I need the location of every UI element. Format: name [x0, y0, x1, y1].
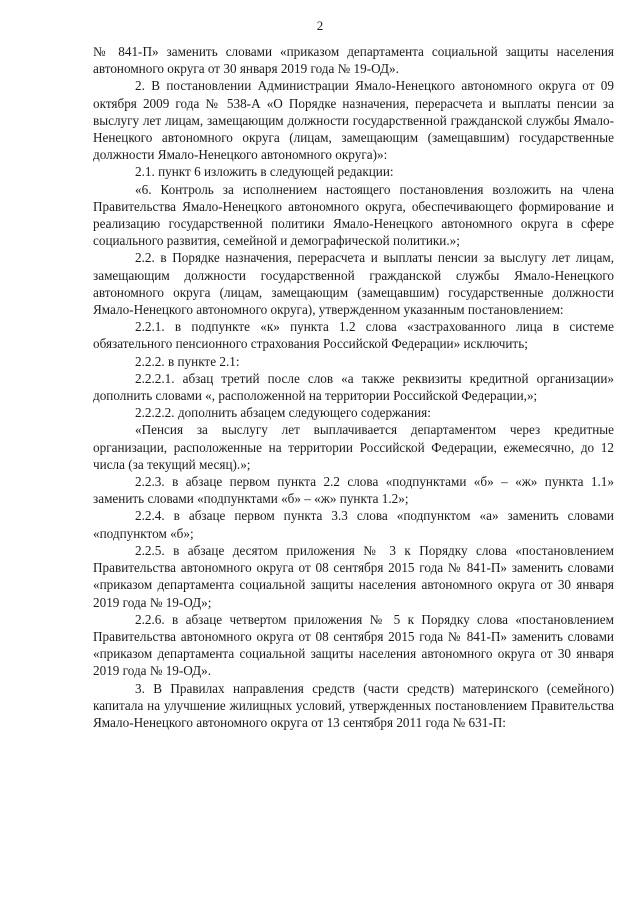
paragraph: 2.2. в Порядке назначения, перерасчета и выплаты пенсии за выслугу лет лицам, замещающим должности государственной гражданской службы Ямало-Ненецкого автономного округа (лицам, замещающим (замещавшим) государственные должности Ямало-Ненецкого автономного округа), утвержденном указанным постановлением:: [93, 250, 614, 318]
paragraph: 2.2.6. в абзаце четвертом приложения № 5 к Порядку слова «постановлением Правительства автономного округа от 08 сентября 2015 года № 841-П» заменить словами «приказом департамента социальной защиты населения автономного округа от 30 января 2019 года № 19-ОД».: [93, 611, 614, 679]
paragraph: № 841-П» заменить словами «приказом департамента социальной защиты населения автономного округа от 30 января 2019 года № 19-ОД».: [93, 44, 614, 77]
paragraph: 2.2.4. в абзаце первом пункта 3.3 слова «подпунктом «а» заменить словами «подпунктом «б»;: [93, 508, 614, 541]
paragraph: 2.2.5. в абзаце десятом приложения № 3 к Порядку слова «постановлением Правительства автономного округа от 08 сентября 2015 года № 841-П» заменить словами «приказом департамента социальной защиты населения автономного округа от 30 января 2019 года № 19-ОД»;: [93, 542, 614, 610]
paragraph: «Пенсия за выслугу лет выплачивается департаментом через кредитные организации, расположенные на территории Российской Федерации, ежемесячно, до 12 числа (за текущий месяц).»;: [93, 422, 614, 472]
paragraph: 2.1. пункт 6 изложить в следующей редакции:: [135, 164, 394, 180]
paragraph: 2.2.3. в абзаце первом пункта 2.2 слова «подпунктами «б» – «ж» пункта 1.1» заменить словами «подпунктами «б» – «ж» пункта 1.2»;: [93, 474, 614, 507]
paragraph: 2.2.1. в подпункте «к» пункта 1.2 слова «застрахованного лица в системе обязательного пенсионного страхования Российской Федерации» исключить;: [93, 319, 614, 352]
page-number: 2: [316, 18, 324, 33]
document-body: [93, 43, 614, 731]
paragraph: 2.2.2.2. дополнить абзацем следующего содержания:: [135, 405, 431, 421]
paragraph: «6. Контроль за исполнением настоящего постановления возложить на члена Правительства Ямало-Ненецкого автономного округа, обеспечивающего формирование и реализацию государственной политики Ямало-Ненецкого автономного округа в сфере социального развития, семейной и демографической политики.»;: [93, 181, 614, 249]
paragraph: 2.2.2. в пункте 2.1:: [135, 353, 240, 369]
paragraph: 2.2.2.1. абзац третий после слов «а также реквизиты кредитной организации» дополнить словами «, расположенной на территории Российской Федерации,»;: [93, 370, 614, 404]
paragraph: 3. В Правилах направления средств (части средств) материнского (семейного) капитала на улучшение жилищных условий, утвержденных постановлением Правительства Ямало-Ненецкого автономного округа от 13 сентября 2011 года № 631-П:: [93, 680, 614, 730]
paragraph: 2. В постановлении Администрации Ямало-Ненецкого автономного округа от 09 октября 2009 года № 538-А «О Порядке назначения, перерасчета и выплаты пенсии за выслугу лет лицам, замещающим должности государственной гражданской службы Ямало-Ненецкого автономного округа (лицам, замещающим (замещавшим) государственные должности Ямало-Ненецкого автономного округа)»:: [93, 78, 614, 163]
